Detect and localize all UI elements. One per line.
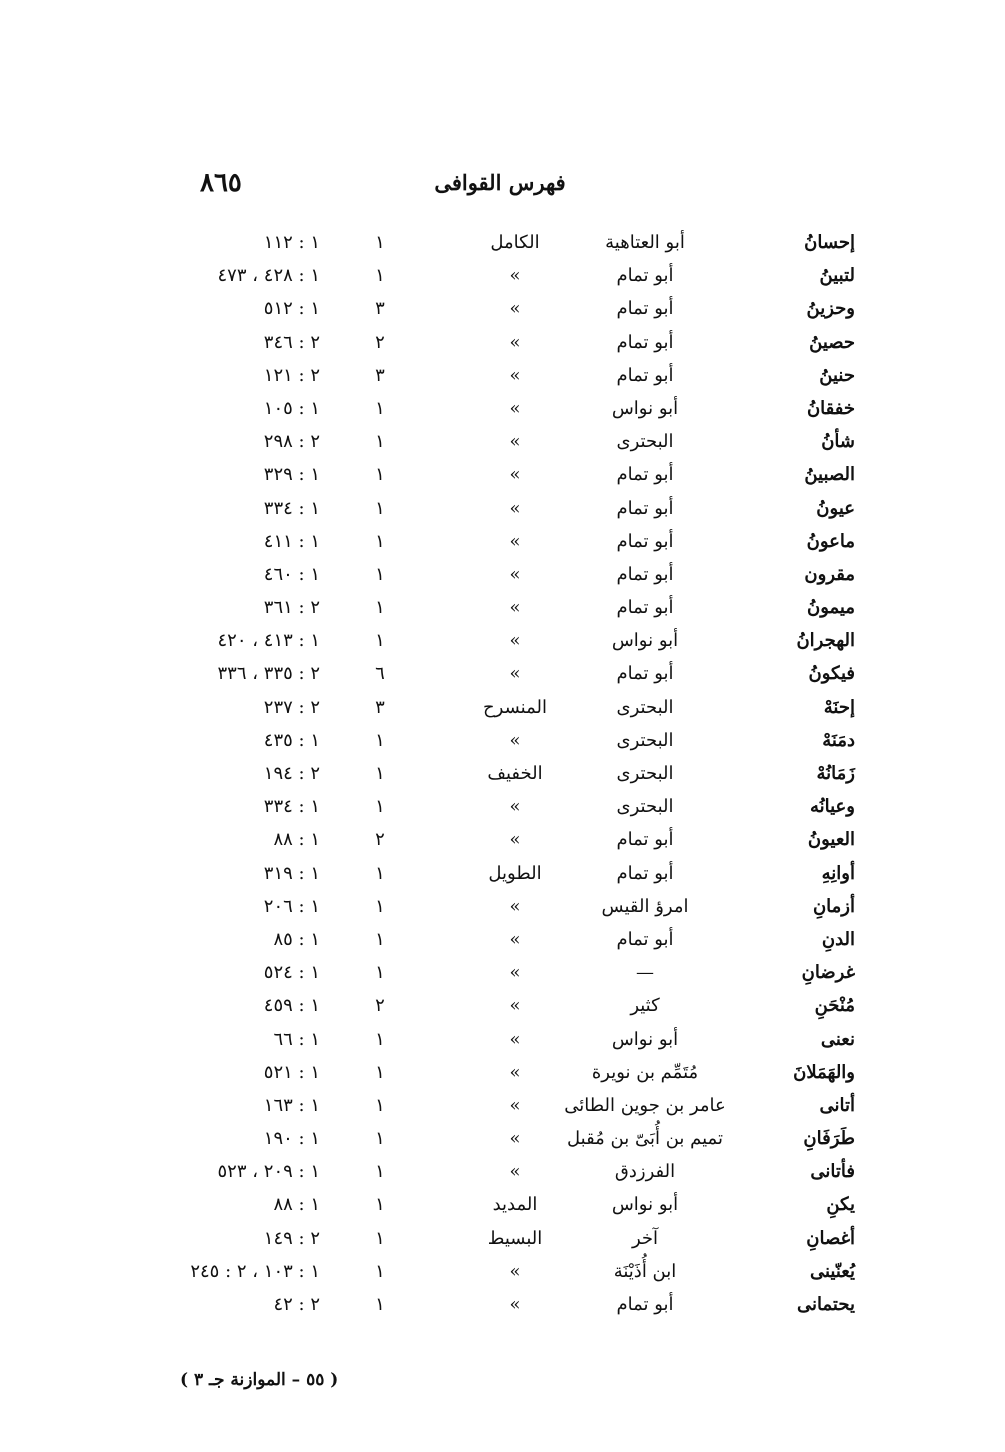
- poet-name: تميم بن أُبَىّ بن مُقبل: [567, 1128, 723, 1150]
- meter-name: »: [509, 1061, 521, 1083]
- rhyme-word: أغصانِ: [806, 1227, 855, 1249]
- rhyme-word: أتانى: [819, 1094, 855, 1116]
- page-reference: ١ : ١٦٣: [263, 1094, 320, 1116]
- poet-name: أبو نواس: [611, 397, 679, 419]
- poet-name: أبو تمام: [616, 829, 674, 851]
- meter-name: »: [509, 331, 521, 353]
- rhyme-word: مقرون: [804, 563, 855, 585]
- page-reference: ٢ : ١٢١: [263, 364, 320, 386]
- rhyme-word: أوانِهِ: [821, 862, 855, 884]
- meter-name: »: [509, 663, 521, 685]
- page-reference: ١ : ٢٠٦: [263, 895, 320, 917]
- verse-count: ١: [375, 862, 385, 884]
- poet-name: أبو تمام: [616, 597, 674, 619]
- rhyme-word: أزمانِ: [812, 895, 855, 917]
- meter-name: »: [509, 464, 521, 486]
- page-reference: ١ : ١٩٠: [263, 1128, 320, 1150]
- page-reference: ١ : ٦٦: [273, 1028, 320, 1050]
- poet-name: كثير: [630, 995, 660, 1017]
- table-row: [0, 989, 1005, 1022]
- page-reference: ٢ : ٣٦١: [263, 597, 320, 619]
- rhyme-word: وحزينُ: [806, 298, 855, 320]
- verse-count: ١: [375, 1128, 385, 1150]
- page-reference: ١ : ٥١٢: [263, 298, 320, 320]
- meter-name: الخفيف: [487, 763, 543, 784]
- poet-name: ابن أُذَيْنَة: [613, 1260, 677, 1282]
- meter-name: »: [509, 364, 521, 386]
- verse-count: ١: [375, 928, 385, 950]
- page-reference: ٢ : ٣٣٥ ، ٣٣٦: [217, 663, 320, 685]
- verse-count: ١: [375, 1294, 385, 1315]
- page-reference: ١ : ٤١٣ ، ٤٢٠: [217, 630, 320, 652]
- table-row: [0, 425, 1005, 458]
- verse-count: ١: [375, 563, 385, 585]
- table-row: [0, 790, 1005, 823]
- poet-name: البحترى: [616, 696, 674, 718]
- rhyme-word: الدنِ: [821, 928, 855, 950]
- table-row: [0, 359, 1005, 392]
- page-reference: ١ : ٨٨: [273, 1194, 320, 1216]
- meter-name: »: [509, 928, 521, 950]
- poet-name: البحترى: [616, 763, 674, 784]
- rhyme-word: لتبينُ: [819, 265, 855, 287]
- table-row: [0, 956, 1005, 989]
- rhyme-word: وعيانُه: [809, 796, 855, 818]
- poet-name: البحترى: [616, 729, 674, 751]
- poet-name: أبو تمام: [616, 265, 674, 287]
- meter-name: »: [509, 829, 521, 851]
- table-row: [0, 1023, 1005, 1056]
- poet-name: أبو نواس: [611, 630, 679, 652]
- table-row: [0, 691, 1005, 724]
- poet-name: أبو تمام: [616, 331, 674, 353]
- meter-name: »: [509, 397, 521, 419]
- meter-name: »: [509, 1294, 521, 1315]
- meter-name: البسيط: [487, 1227, 543, 1249]
- verse-count: ٢: [375, 331, 385, 353]
- poet-name: امرؤ القيس: [601, 895, 689, 917]
- page-reference: ١ : ٤٥٩: [263, 995, 320, 1017]
- meter-name: »: [509, 895, 521, 917]
- rhyme-index-table: [0, 226, 1005, 1321]
- meter-name: »: [509, 796, 521, 818]
- verse-count: ٣: [375, 298, 385, 320]
- verse-count: ١: [375, 464, 385, 486]
- table-row: [0, 1089, 1005, 1122]
- table-row: [0, 1255, 1005, 1288]
- poet-name: البحترى: [616, 796, 674, 818]
- rhyme-word: دمَنَهْ: [822, 729, 855, 751]
- meter-name: »: [509, 563, 521, 585]
- rhyme-word: ماعونُ: [806, 530, 855, 552]
- page-reference: ١ : ٢٠٩ ، ٥٢٣: [217, 1161, 320, 1183]
- page-reference: ١ : ٣٢٩: [263, 464, 320, 486]
- rhyme-word: حنينُ: [819, 364, 855, 386]
- poet-name: أبو تمام: [616, 530, 674, 552]
- page-number: ٨٦٥: [200, 168, 242, 198]
- poet-name: أبو العتاهية: [605, 232, 685, 253]
- meter-name: »: [509, 995, 521, 1017]
- page-reference: ٢ : ١٩٤: [263, 763, 320, 784]
- verse-count: ١: [375, 397, 385, 419]
- verse-count: ١: [375, 1227, 385, 1249]
- poet-name: أبو تمام: [616, 663, 674, 685]
- table-row: [0, 923, 1005, 956]
- table-row: [0, 392, 1005, 425]
- table-row: [0, 458, 1005, 491]
- poet-name: البحترى: [616, 431, 674, 453]
- rhyme-word: إحسانُ: [804, 232, 855, 253]
- verse-count: ١: [375, 763, 385, 784]
- verse-count: ١: [375, 431, 385, 453]
- rhyme-word: فأتانى: [810, 1161, 855, 1183]
- poet-name: أبو تمام: [616, 298, 674, 320]
- rhyme-word: زَمَانُهْ: [816, 763, 855, 784]
- table-row: [0, 1056, 1005, 1089]
- table-row: [0, 857, 1005, 890]
- poet-name: أبو تمام: [616, 1294, 674, 1315]
- verse-count: ١: [375, 232, 385, 253]
- verse-count: ١: [375, 1094, 385, 1116]
- meter-name: الكامل: [490, 232, 540, 253]
- meter-name: »: [509, 1128, 521, 1150]
- meter-name: »: [509, 265, 521, 287]
- poet-name: —: [636, 962, 654, 984]
- verse-count: ١: [375, 1194, 385, 1216]
- rhyme-word: يكنِ: [826, 1194, 855, 1216]
- rhyme-word: العيونُ: [807, 829, 855, 851]
- verse-count: ١: [375, 796, 385, 818]
- meter-name: »: [509, 530, 521, 552]
- meter-name: »: [509, 497, 521, 519]
- rhyme-word: الصبينُ: [804, 464, 855, 486]
- meter-name: »: [509, 962, 521, 984]
- verse-count: ١: [375, 597, 385, 619]
- rhyme-word: نعنى: [820, 1028, 855, 1050]
- verse-count: ١: [375, 1028, 385, 1050]
- table-row: [0, 624, 1005, 657]
- meter-name: »: [509, 298, 521, 320]
- page-reference: ٢ : ١٤٩: [263, 1227, 320, 1249]
- table-row: [0, 591, 1005, 624]
- poet-name: الفرزدق: [614, 1161, 676, 1183]
- page-reference: ١ : ٣٣٤: [263, 796, 320, 818]
- table-row: [0, 492, 1005, 525]
- table-row: [0, 292, 1005, 325]
- page-reference: ٢ : ٢٣٧: [263, 696, 320, 718]
- poet-name: أبو نواس: [611, 1194, 679, 1216]
- meter-name: »: [509, 1028, 521, 1050]
- page-reference: ١ : ٨٥: [273, 928, 320, 950]
- meter-name: المنسرح: [483, 696, 547, 718]
- poet-name: أبو تمام: [616, 563, 674, 585]
- table-row: [0, 890, 1005, 923]
- poet-name: مُتَمِّم بن نويرة: [591, 1061, 699, 1083]
- verse-count: ١: [375, 1161, 385, 1183]
- poet-name: آخر: [631, 1227, 659, 1249]
- page-reference: ١ : ٣٣٤: [263, 497, 320, 519]
- meter-name: »: [509, 630, 521, 652]
- rhyme-word: حصينُ: [809, 331, 855, 353]
- meter-name: »: [509, 597, 521, 619]
- table-row: [0, 326, 1005, 359]
- verse-count: ١: [375, 1061, 385, 1083]
- verse-count: ١: [375, 265, 385, 287]
- meter-name: الطويل: [488, 862, 542, 884]
- page-reference: ٢ : ٤٢: [273, 1294, 320, 1315]
- rhyme-word: غرضانِ: [801, 962, 855, 984]
- table-row: [0, 1188, 1005, 1221]
- verse-count: ١: [375, 962, 385, 984]
- rhyme-word: يُعنّينى: [810, 1260, 855, 1282]
- page-reference: ٢ : ٣٤٦: [263, 331, 320, 353]
- table-row: [0, 1288, 1005, 1321]
- rhyme-word: والهَمَلانَ: [793, 1061, 855, 1083]
- verse-count: ١: [375, 895, 385, 917]
- meter-name: »: [509, 431, 521, 453]
- verse-count: ١: [375, 530, 385, 552]
- verse-count: ١: [375, 729, 385, 751]
- meter-name: المديد: [492, 1194, 538, 1216]
- table-row: [0, 1122, 1005, 1155]
- rhyme-word: عيونُ: [816, 497, 855, 519]
- meter-name: »: [509, 1161, 521, 1183]
- rhyme-word: مُنْحَنِ: [814, 995, 855, 1017]
- page-reference: ٢ : ٢٩٨: [263, 431, 320, 453]
- poet-name: أبو تمام: [616, 928, 674, 950]
- poet-name: أبو تمام: [616, 497, 674, 519]
- page-reference: ١ : ٤٦٠: [263, 563, 320, 585]
- verse-count: ٣: [375, 364, 385, 386]
- meter-name: »: [509, 1260, 521, 1282]
- table-row: [0, 724, 1005, 757]
- verse-count: ١: [375, 497, 385, 519]
- rhyme-word: خفقانُ: [806, 397, 855, 419]
- page-reference: ١ : ٥٢١: [263, 1061, 320, 1083]
- page-reference: ١ : ١١٢: [263, 232, 320, 253]
- verse-count: ٢: [375, 995, 385, 1017]
- rhyme-word: إحنَهْ: [823, 696, 855, 718]
- page-reference: ١ : ٣١٩: [263, 862, 320, 884]
- page-reference: ١ : ٨٨: [273, 829, 320, 851]
- rhyme-word: ميمونُ: [807, 597, 855, 619]
- verse-count: ١: [375, 630, 385, 652]
- poet-name: أبو تمام: [616, 464, 674, 486]
- table-row: [0, 657, 1005, 690]
- table-row: [0, 1222, 1005, 1255]
- table-row: [0, 1155, 1005, 1188]
- rhyme-word: يحتمانى: [797, 1294, 855, 1315]
- verse-count: ١: [375, 1260, 385, 1282]
- rhyme-word: فيكونُ: [808, 663, 855, 685]
- page-reference: ١ : ١٠٥: [263, 397, 320, 419]
- verse-count: ٣: [375, 696, 385, 718]
- table-row: [0, 757, 1005, 790]
- page-reference: ١ : ٤١١: [263, 530, 320, 552]
- page-reference: ١ : ١٠٣ ، ٢ : ٢٤٥: [190, 1260, 320, 1282]
- verse-count: ٦: [375, 663, 385, 685]
- page-reference: ١ : ٤٢٨ ، ٤٧٣: [217, 265, 320, 287]
- rhyme-word: شأنُ: [821, 431, 855, 453]
- running-title: فهرس القوافى: [434, 170, 566, 195]
- page-reference: ١ : ٥٢٤: [263, 962, 320, 984]
- signature-mark: ( ٥٥ – الموازنة جـ ٣ ): [180, 1370, 339, 1390]
- meter-name: »: [509, 1094, 521, 1116]
- table-row: [0, 226, 1005, 259]
- poet-name: عامر بن جوين الطائى: [564, 1094, 726, 1116]
- page-reference: ١ : ٤٣٥: [263, 729, 320, 751]
- poet-name: أبو نواس: [611, 1028, 679, 1050]
- poet-name: أبو تمام: [616, 862, 674, 884]
- rhyme-word: طَرَفَانِ: [803, 1128, 855, 1150]
- rhyme-word: الهجرانُ: [796, 630, 855, 652]
- poet-name: أبو تمام: [616, 364, 674, 386]
- verse-count: ٢: [375, 829, 385, 851]
- table-row: [0, 525, 1005, 558]
- table-row: [0, 823, 1005, 856]
- meter-name: »: [509, 729, 521, 751]
- table-row: [0, 259, 1005, 292]
- table-row: [0, 558, 1005, 591]
